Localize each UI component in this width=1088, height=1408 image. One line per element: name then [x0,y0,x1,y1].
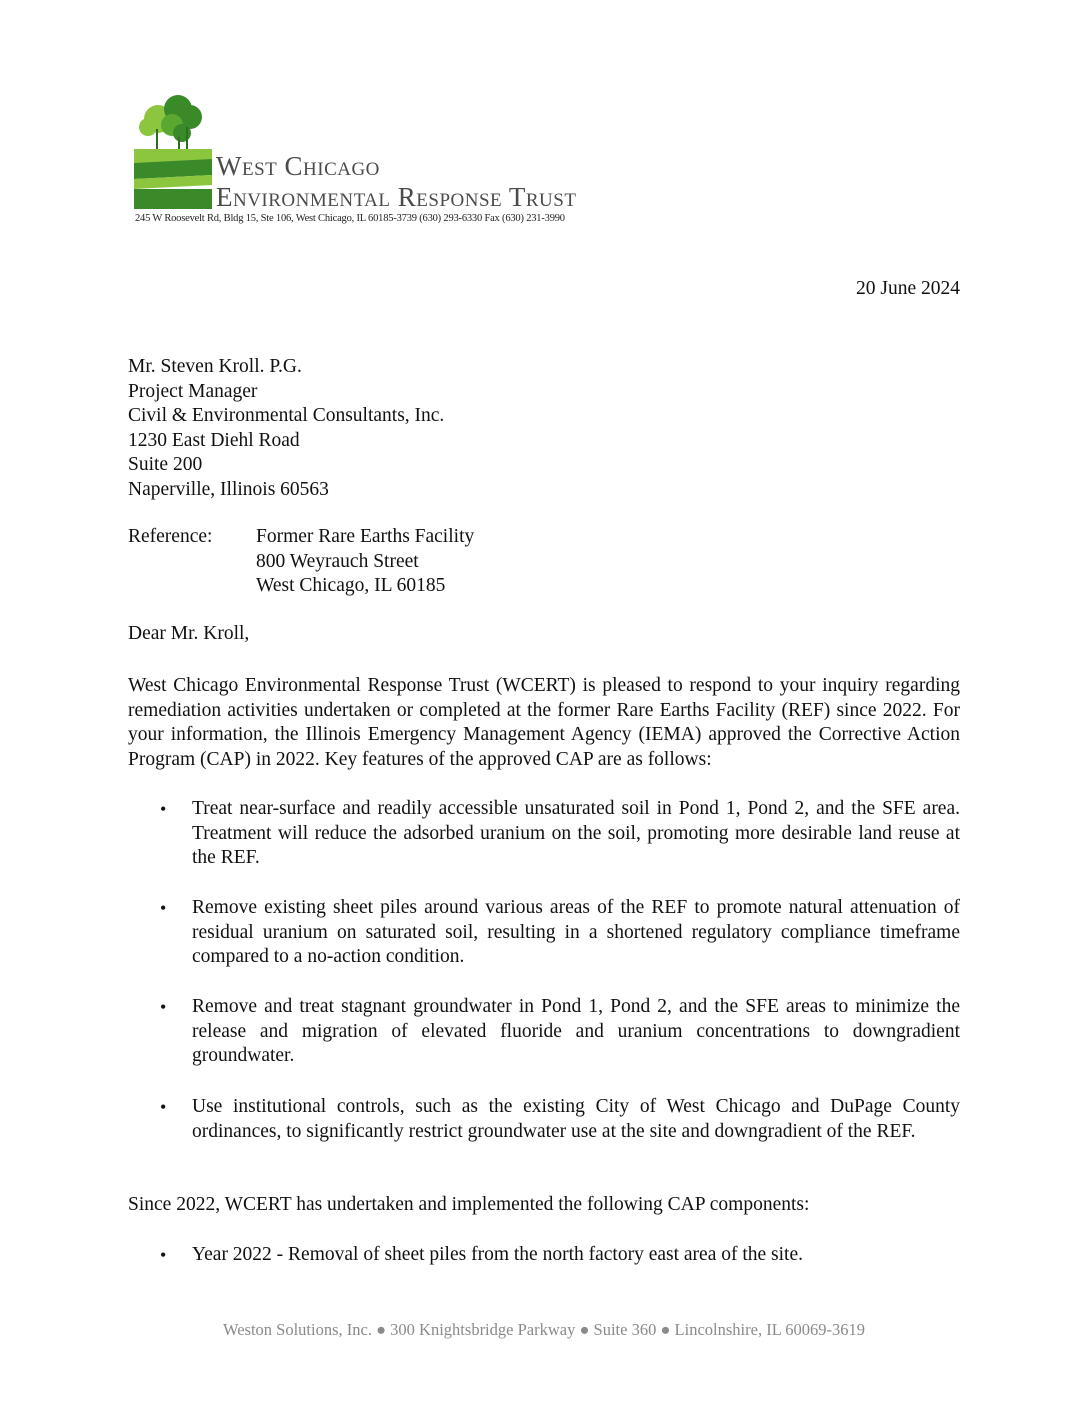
salutation: Dear Mr. Kroll, [128,623,250,644]
reference-line: Former Rare Earths Facility [256,526,475,547]
letterhead [134,93,634,233]
recipient-title: Project Manager [128,380,258,402]
recipient-city: Naperville, Illinois 60563 [128,478,329,500]
cap-feature-item: Treat near-surface and readily accessible unsaturated soil in Pond 1, Pond 2, and the SFE area. Treatment will reduce the adsorbed uranium on the soil, promoting more desirable land reuse at the REF. [192,798,960,868]
recipient-suite: Suite 200 [128,454,203,475]
cap-feature-item: Use institutional controls, such as the existing City of West Chicago and DuPage County ordinances, to significantly restrict groundwater use at the site and downgradient of the REF. [192,1096,960,1142]
reference-block [256,525,474,599]
bullet-icon: • [160,997,167,1017]
bullet-icon: • [160,898,167,918]
trust-logo-trees-icon [134,93,212,211]
cap-feature-item: Remove existing sheet piles around various areas of the REF to promote natural attenuation of residual uranium on saturated soil, resulting in a shortened regulatory compliance timeframe compared to a no-action condition. [192,897,960,967]
components-intro: Since 2022, WCERT has undertaken and implemented the following CAP components: [128,1194,810,1215]
recipient-company: Civil & Environmental Consultants, Inc. [128,405,445,426]
cap-component-item: Year 2022 - Removal of sheet piles from the north factory east area of the site. [192,1244,803,1265]
org-name-line1: West Chicago [216,151,380,181]
bullet-icon: • [160,1245,167,1265]
recipient-name: Mr. Steven Kroll. P.G. [128,356,302,377]
org-name-line2: Environmental Response Trust [216,182,577,212]
bullet-icon: • [160,799,167,819]
intro-paragraph: West Chicago Environmental Response Trust (WCERT) is pleased to respond to your inquiry regarding remediation activities undertaken or completed at the former Rare Earths Facility (REF) since 2022. For your information, the Illinois Emergency Management Agency (IEMA) approved the Corrective Action Program (CAP) in 2022. Key features of the approved CAP are as follows: [128,675,960,770]
recipient-street: 1230 East Diehl Road [128,429,300,451]
cap-feature-item: Remove and treat stagnant groundwater in Pond 1, Pond 2, and the SFE areas to minimize the release and migration of elevated fluoride and uranium concentrations to downgradient groundwater. [192,996,960,1066]
page-footer: Weston Solutions, Inc. ● 300 Knightsbridge Parkway ● Suite 360 ● Lincolnshire, IL 60069-3619 [222,1320,866,1339]
reference-line: West Chicago, IL 60185 [256,575,446,596]
bullet-icon: • [160,1097,167,1117]
recipient-address-block [128,355,444,502]
reference-label: Reference: [128,526,213,547]
reference-line: 800 Weyrauch Street [256,550,419,572]
org-address: 245 W Roosevelt Rd, Bldg 15, Ste 106, West Chicago, IL 60185-3739 (630) 293-6330 Fax (630) 231-3990 [135,213,565,224]
letter-date: 20 June 2024 [856,278,960,299]
